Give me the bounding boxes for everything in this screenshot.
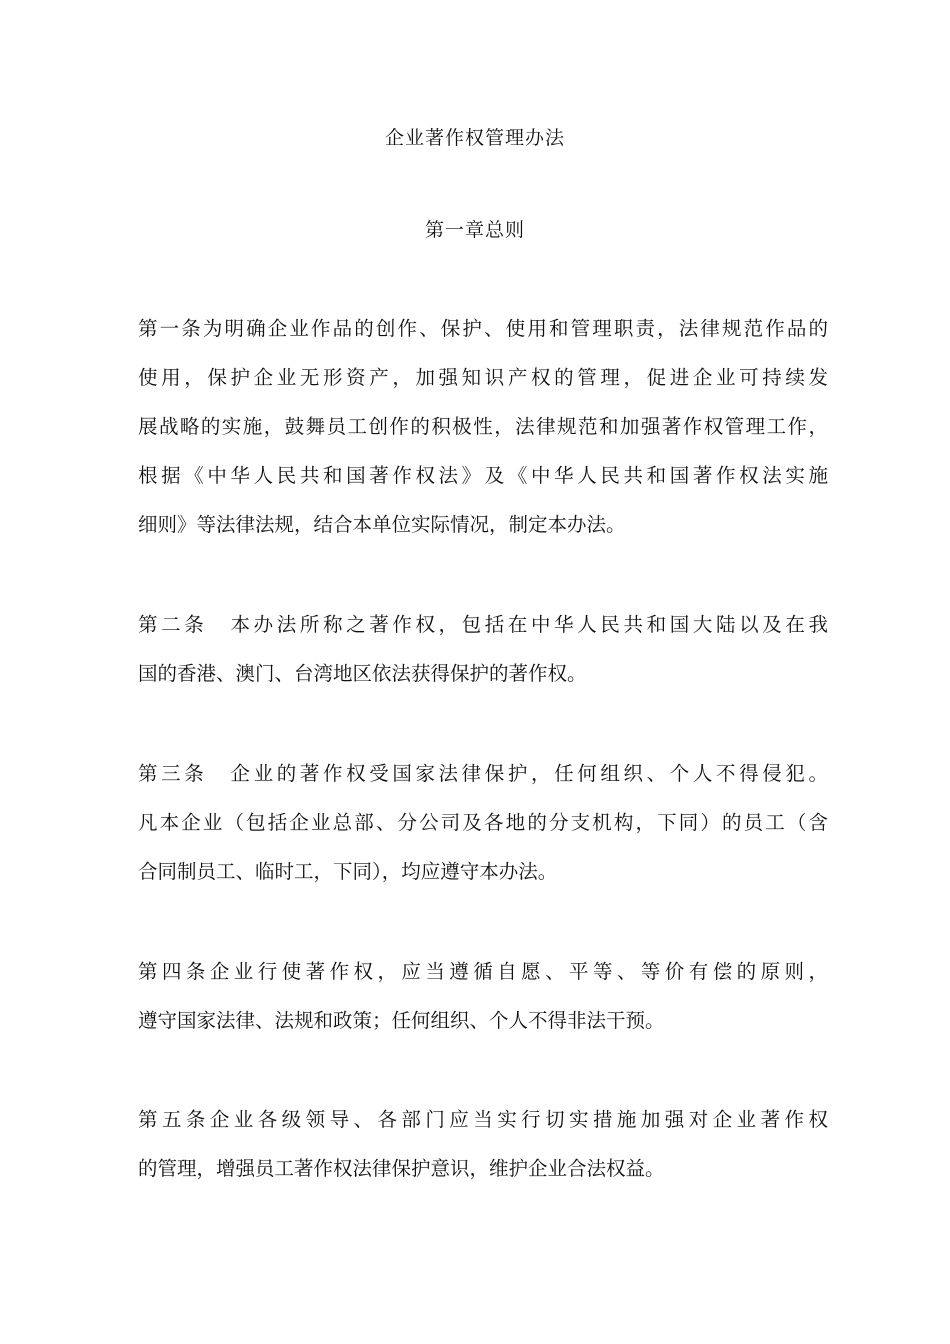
article-line: 第二条 本办法所称之著作权，包括在中华人民共和国大陆以及在我: [138, 613, 828, 636]
article-line: 展战略的实施，鼓舞员工创作的积极性，法律规范和加强著作权管理工作，: [138, 415, 828, 438]
article-line: 遵守国家法律、法规和政策；任何组织、个人不得非法干预。: [138, 1009, 665, 1032]
article-line: 使用，保护企业无形资产，加强知识产权的管理，促进企业可持续发: [138, 366, 828, 389]
article-1: [138, 316, 828, 561]
article-line: 根据《中华人民共和国著作权法》及《中华人民共和国著作权法实施: [138, 464, 828, 487]
article-line: 国的香港、澳门、台湾地区依法获得保护的著作权。: [138, 662, 587, 685]
article-line: 的管理，增强员工著作权法律保护意识，维护企业合法权益。: [138, 1157, 665, 1180]
article-2: [138, 612, 828, 710]
article-line: 合同制员工、临时工，下同），均应遵守本办法。: [138, 860, 558, 883]
article-line: 第一条为明确企业作品的创作、保护、使用和管理职责，法律规范作品的: [138, 317, 828, 340]
article-line: 细则》等法律法规，结合本单位实际情况，制定本办法。: [138, 513, 626, 536]
article-4: [138, 959, 828, 1057]
article-line: 第五条企业各级领导、各部门应当实行切实措施加强对企业著作权: [138, 1108, 828, 1131]
chapter-heading: 第一章总则: [424, 219, 525, 241]
document-title: 企业著作权管理办法: [384, 127, 565, 149]
article-line: 凡本企业（包括企业总部、分公司及各地的分支机构，下同）的员工（含: [138, 811, 828, 834]
article-line: 第四条企业行使著作权，应当遵循自愿、平等、等价有偿的原则，: [138, 960, 828, 983]
article-3: [138, 761, 828, 908]
article-5: [138, 1107, 828, 1205]
article-line: 第三条 企业的著作权受国家法律保护，任何组织、个人不得侵犯。: [138, 762, 828, 785]
